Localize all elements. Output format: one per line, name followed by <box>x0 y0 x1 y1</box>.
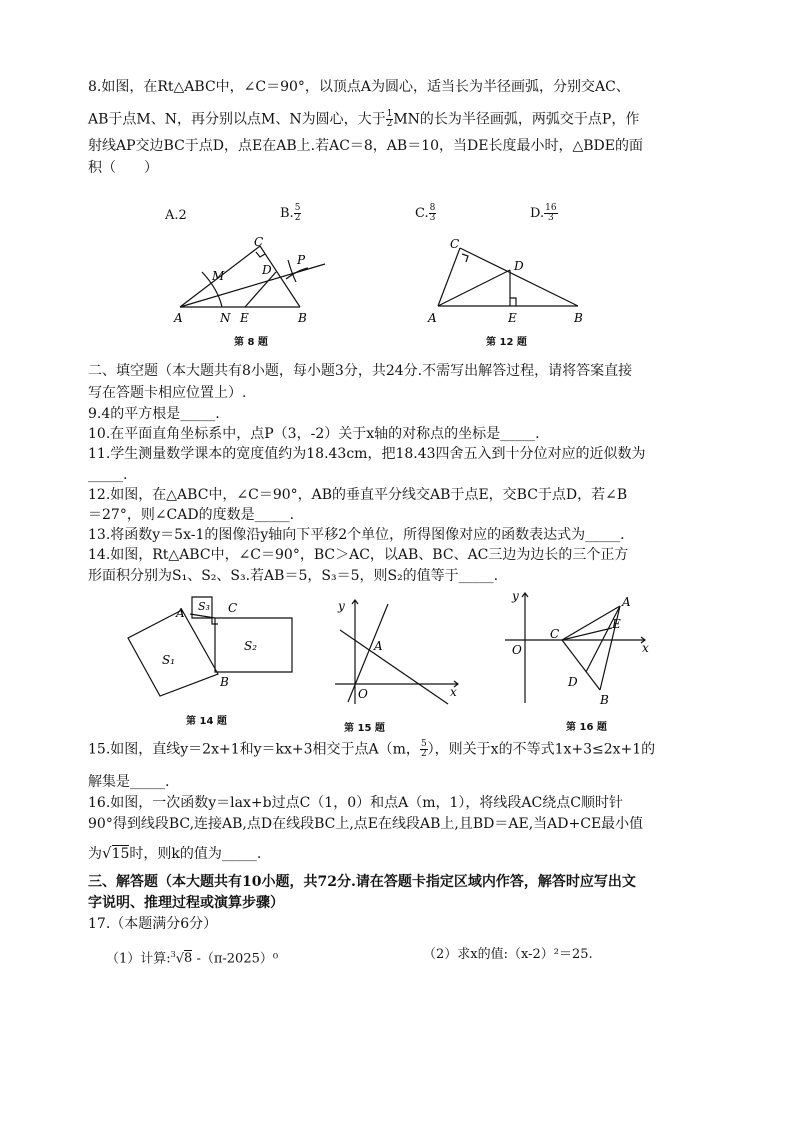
q15-fraction <box>420 740 428 759</box>
option-c-num: 8 <box>429 203 436 213</box>
label-e: E <box>240 311 249 325</box>
q10: 10.在平面直角坐标系中，点P（3，-2）关于x轴的对称点的坐标是_____. <box>88 426 540 442</box>
q16-suffix: 时，则k的值为_____. <box>129 846 262 862</box>
q8-line1: 8.如图，在Rt△ABC中，∠C＝90°，以顶点A为圆心，适当长为半径画弧，分别交AC、 <box>88 79 630 95</box>
label-o: O <box>512 643 522 657</box>
figure-14 <box>120 592 305 707</box>
frac-denominator: 2 <box>386 119 393 129</box>
label-n: N <box>220 311 231 325</box>
label-b: B <box>600 693 609 707</box>
option-d-num: 16 <box>545 203 557 213</box>
root-value: 8 <box>184 951 193 967</box>
caption-fig-16: 第 16 题 <box>566 722 607 733</box>
q16-line3: 为√15时，则k的值为_____. <box>88 844 262 862</box>
label-x: x <box>642 641 649 655</box>
label-a: A <box>374 639 383 653</box>
q8-line2b: MN的长为半径画弧，两弧交于点P，作 <box>393 111 640 128</box>
q17-title: 17.（本题满分6分） <box>88 916 218 932</box>
option-d-label: D. <box>530 206 545 221</box>
label-a: A <box>428 311 437 325</box>
q14-line2: 形面积分别为S₁、S₂、S₃.若AB＝5，S₃＝5，则S₂的值等于_____. <box>88 568 499 584</box>
q8-line3: 射线AP交边BC于点D，点E在AB上.若AC＝8，AB＝10，当DE长度最小时，△BDE的面 <box>88 138 643 154</box>
figure-12 <box>420 236 600 328</box>
label-o: O <box>358 687 368 701</box>
q16-line2: 90°得到线段BC,连接AB,点D在线段BC上,点E在线段AB上,且BD＝AE,当AD+CE最小值 <box>88 816 644 832</box>
q15-part-a: 15.如图，直线y＝2x+1和y＝kx+3相交于点A（m， <box>88 741 420 758</box>
label-a: A <box>176 606 185 620</box>
caption-fig-14: 第 14 题 <box>186 716 227 727</box>
q15-part-b: ），则关于x的不等式1x+3≤2x+1的 <box>427 741 656 758</box>
q14-line1: 14.如图，Rt△ABC中，∠C＝90°，BC＞AC，以AB、BC、AC三边为边长的三个正方 <box>88 547 629 563</box>
option-d-den: 3 <box>547 213 554 223</box>
section3-heading-1: 三、解答题（本大题共有10小题，共72分.请在答题卡指定区域内作答，解答时应写出文 <box>88 874 636 890</box>
label-b: B <box>298 311 307 325</box>
label-a: A <box>174 311 183 325</box>
option-b-num: 5 <box>294 203 301 213</box>
q17-part1-suffix: -（π-2025）⁰ <box>192 951 279 967</box>
section2-heading-2: 写在答题卡相应位置上）. <box>88 385 247 401</box>
q8-line2a: AB于点M、N，再分别以点M、N为圆心，大于 <box>88 111 386 128</box>
label-e: E <box>612 617 621 631</box>
q13: 13.将函数y＝5x-1的图像沿y轴向下平移2个单位，所得图像对应的函数表达式为_____. <box>88 527 625 543</box>
frac-numerator: 5 <box>420 739 427 749</box>
option-c-label: C. <box>415 206 429 221</box>
label-s2: S₂ <box>244 639 258 653</box>
label-s3: S₃ <box>198 600 210 613</box>
q16-sqrt-value: 15 <box>111 846 130 862</box>
frac-numerator: 1 <box>386 109 393 119</box>
label-b: B <box>220 675 229 689</box>
label-c: C <box>254 235 264 249</box>
q15-line1 <box>88 740 655 759</box>
q8-option-d <box>530 204 558 223</box>
q17-part2: （2）求x的值:（x-2）²＝25. <box>423 947 593 962</box>
label-p: P <box>297 253 306 267</box>
figure-8 <box>160 234 335 334</box>
q17-part1-prefix: （1）计算: <box>106 951 171 967</box>
label-c: C <box>450 237 460 251</box>
figure-15 <box>330 592 470 712</box>
q11-line2: _____. <box>88 467 128 483</box>
option-b-label: B. <box>280 206 294 221</box>
q8-option-c <box>415 204 436 223</box>
q16-line1: 16.如图，一次函数y＝lax+b过点C（1，0）和点A（m，1），将线段AC绕点C顺时针 <box>88 795 623 811</box>
label-d: D <box>568 675 578 689</box>
label-y: y <box>338 599 345 613</box>
section2-heading-1: 二、填空题（本大题共有8小题，每小题3分，共24分.不需写出解答过程，请将答案直接 <box>88 363 633 379</box>
caption-fig-15: 第 15 题 <box>344 723 385 734</box>
label-d: D <box>262 263 272 277</box>
caption-fig-12: 第 12 题 <box>486 337 527 348</box>
label-y: y <box>512 589 519 603</box>
figure-16 <box>500 588 655 713</box>
q8-line4: 积（ ） <box>88 160 158 176</box>
label-s1: S₁ <box>162 653 176 667</box>
label-c: C <box>550 627 560 641</box>
label-e: E <box>508 311 517 325</box>
option-c-den: 3 <box>429 213 436 223</box>
label-b: B <box>574 311 583 325</box>
q15-line2: 解集是_____. <box>88 774 170 790</box>
q12-line1: 12.如图，在△ABC中，∠C＝90°，AB的垂直平分线交AB于点E，交BC于点D，若∠B <box>88 487 628 503</box>
caption-fig-8: 第 8 题 <box>234 337 268 348</box>
q8-option-a: A.2 <box>165 208 187 223</box>
q9: 9.4的平方根是_____. <box>88 406 220 422</box>
root-index: 3 <box>170 950 176 959</box>
label-d: D <box>514 259 524 273</box>
q16-prefix: 为 <box>88 846 102 862</box>
label-m: M <box>212 269 225 283</box>
q8-line2 <box>88 110 639 129</box>
q17-part1: （1）计算:$^3$√8 -（π-2025）⁰ <box>106 950 279 967</box>
label-a: A <box>622 595 631 609</box>
frac-denominator: 2 <box>420 749 427 759</box>
option-b-den: 2 <box>294 213 301 223</box>
q11-line1: 11.学生测量数学课本的宽度值约为18.43cm，把18.43四舍五入到十分位对应的近似数为 <box>88 446 646 462</box>
label-c: C <box>228 601 238 615</box>
label-x: x <box>450 685 457 699</box>
q8-option-b <box>280 204 301 223</box>
section3-heading-2: 字说明、推理过程或演算步骤） <box>88 895 284 911</box>
q12-line2: ＝27°，则∠CAD的度数是_____. <box>88 507 295 523</box>
